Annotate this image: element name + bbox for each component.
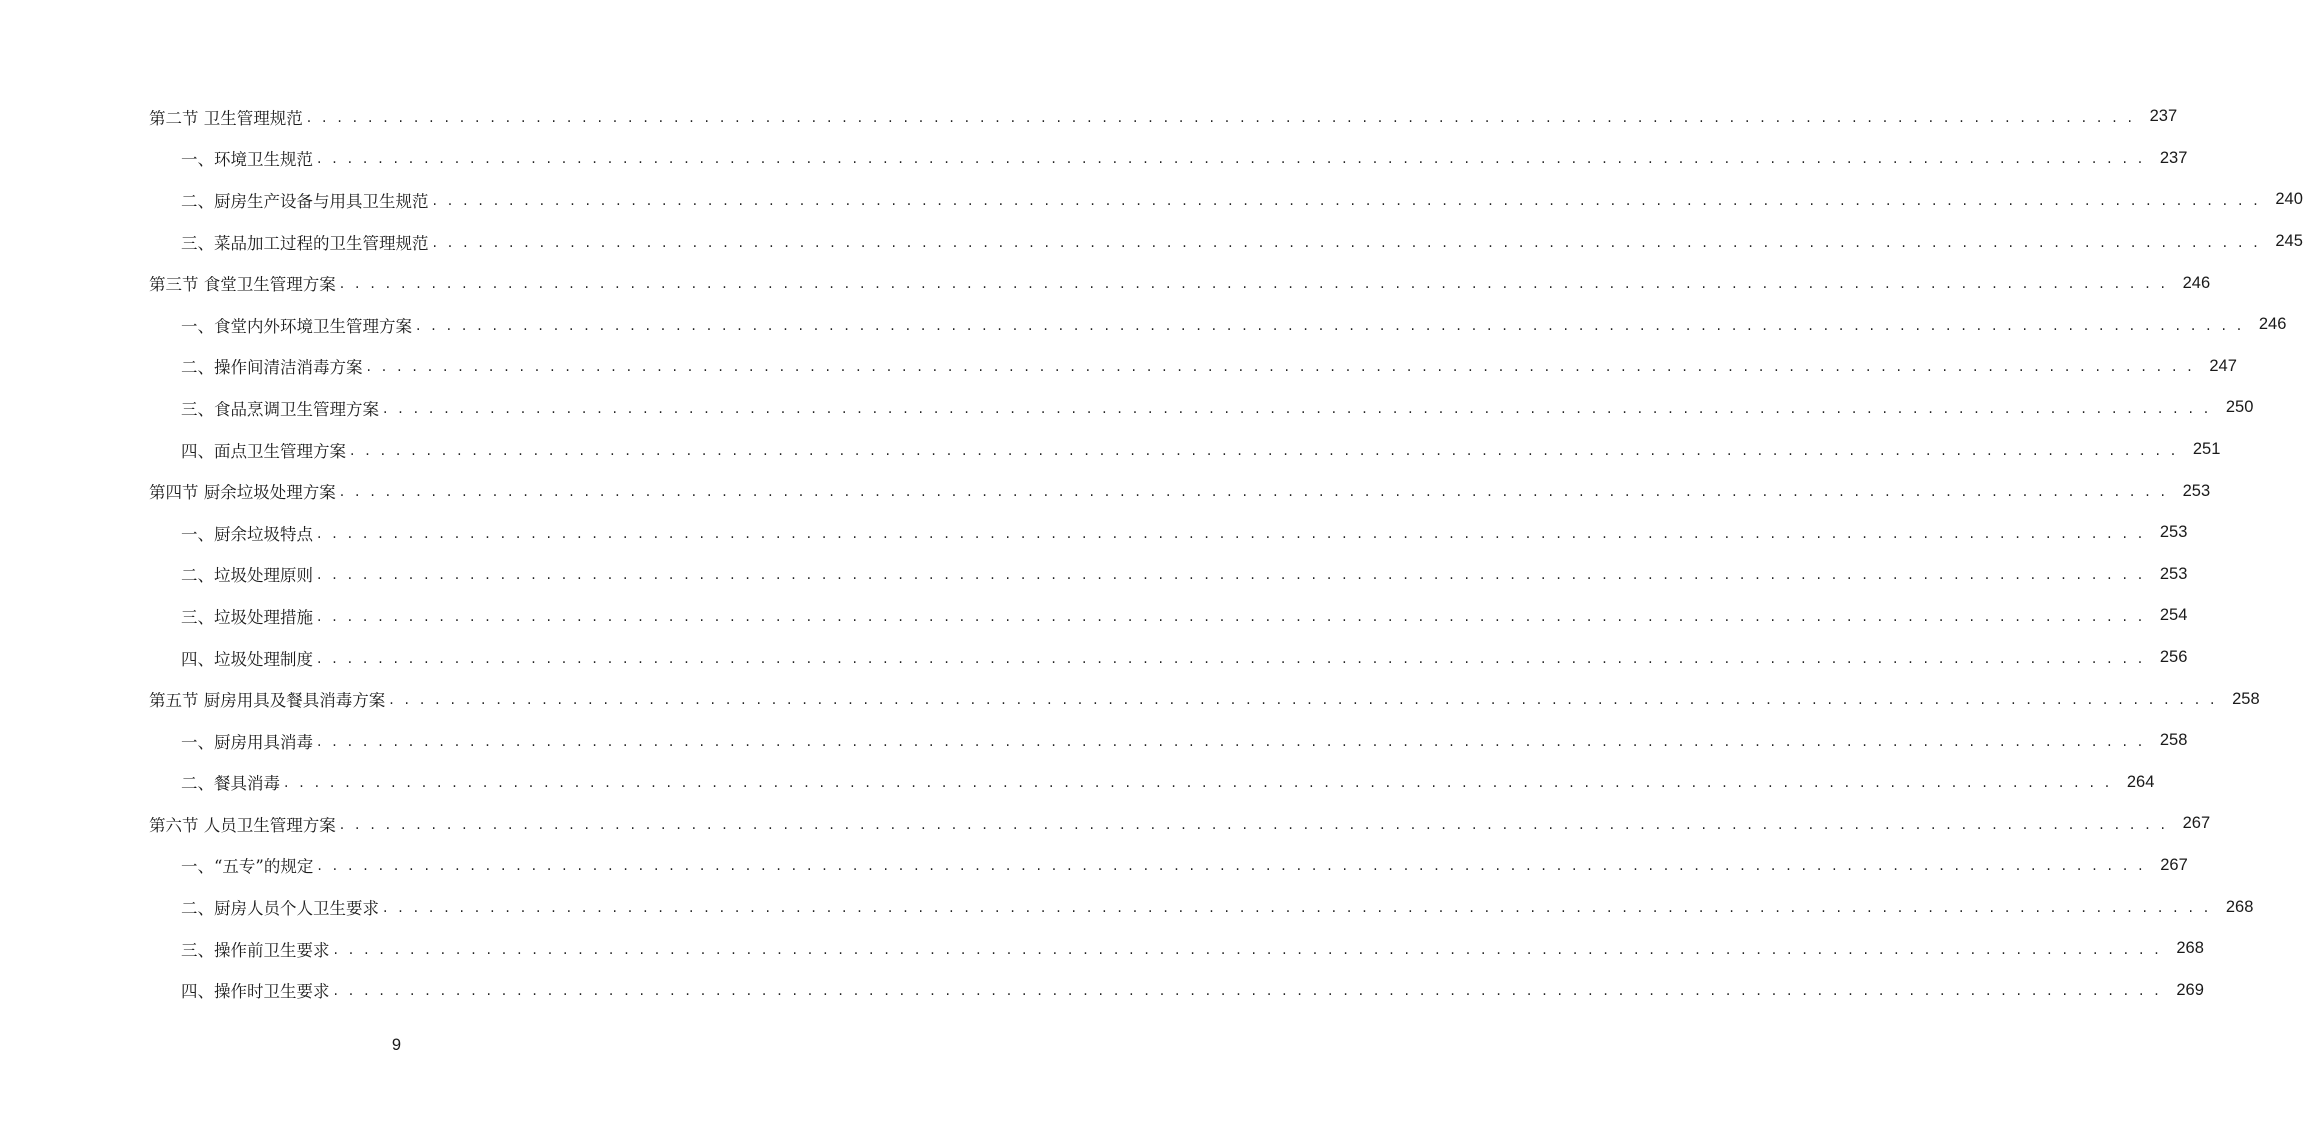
toc-entry-page-number: 247 xyxy=(2209,356,2237,375)
toc-entry-title: 三、垃圾处理措施 xyxy=(181,607,313,627)
toc-subsection-entry[interactable] xyxy=(0,928,2204,970)
toc-entry-title: 一、环境卫生规范 xyxy=(181,150,313,170)
dot-leader: . . . . . . . . . . . . . . . . . . . . . . . . . . . . . . . . . . . . . . . . . . . . . . . . . . . . . . . . . . . . . . . . . . . . . . . . . . . . . . . . . . . . . . . . . . . . . . . . . . . . . . . . . . . . . . . . . . . . . . . . xyxy=(389,692,2218,709)
toc-subsection-entry[interactable] xyxy=(0,346,2237,388)
dot-leader: . . . . . . . . . . . . . . . . . . . . . . . . . . . . . . . . . . . . . . . . . . . . . . . . . . . . . . . . . . . . . . . . . . . . . . . . . . . . . . . . . . . . . . . . . . . . . . . . . . . . . . . . . . . . . . . . . . . . . . . . xyxy=(317,650,2146,667)
toc-entry-title: 第二节 卫生管理规范 xyxy=(149,108,303,128)
toc-subsection-entry[interactable] xyxy=(0,221,2303,263)
toc-entry-title: 三、菜品加工过程的卫生管理规范 xyxy=(181,233,429,253)
toc-subsection-entry[interactable] xyxy=(0,429,2221,471)
toc-entry-page-number: 258 xyxy=(2159,731,2188,750)
toc-subsection-entry[interactable] xyxy=(0,179,2303,221)
toc-entry-title: 第四节 厨余垃圾处理方案 xyxy=(149,483,336,503)
toc-entry-page-number: 264 xyxy=(2126,772,2155,791)
toc-entry-page-number: 256 xyxy=(2159,648,2188,667)
dot-leader: . . . . . . . . . . . . . . . . . . . . . . . . . . . . . . . . . . . . . . . . . . . . . . . . . . . . . . . . . . . . . . . . . . . . . . . . . . . . . . . . . . . . . . . . . . . . . . . . . . . . . . . . . . . . . . . . . . . . . . . . xyxy=(317,858,2146,875)
toc-entry-title: 二、厨房生产设备与用具卫生规范 xyxy=(181,191,429,211)
toc-subsection-entry[interactable] xyxy=(0,387,2254,429)
toc-entry-page-number: 250 xyxy=(2225,398,2254,417)
toc-subsection-entry[interactable] xyxy=(0,138,2188,180)
toc-subsection-entry[interactable] xyxy=(0,886,2254,928)
dot-leader: . . . . . . . . . . . . . . . . . . . . . . . . . . . . . . . . . . . . . . . . . . . . . . . . . . . . . . . . . . . . . . . . . . . . . . . . . . . . . . . . . . . . . . . . . . . . . . . . . . . . . . . . . . . . . . . . . . . . . . . . xyxy=(432,192,2261,209)
dot-leader: . . . . . . . . . . . . . . . . . . . . . . . . . . . . . . . . . . . . . . . . . . . . . . . . . . . . . . . . . . . . . . . . . . . . . . . . . . . . . . . . . . . . . . . . . . . . . . . . . . . . . . . . . . . . . . . . . . . . . . . . xyxy=(317,525,2146,542)
toc-entry-page-number: 245 xyxy=(2275,232,2303,251)
toc-entry-title: 第五节 厨房用具及餐具消毒方案 xyxy=(149,691,386,711)
dot-leader: . . . . . . . . . . . . . . . . . . . . . . . . . . . . . . . . . . . . . . . . . . . . . . . . . . . . . . . . . . . . . . . . . . . . . . . . . . . . . . . . . . . . . . . . . . . . . . . . . . . . . . . . . . . . . . . . . . . . . . . . xyxy=(333,941,2162,958)
toc-entry-title: 四、垃圾处理制度 xyxy=(181,649,313,669)
toc-entry-title: 二、餐具消毒 xyxy=(181,774,280,794)
dot-leader: . . . . . . . . . . . . . . . . . . . . . . . . . . . . . . . . . . . . . . . . . . . . . . . . . . . . . . . . . . . . . . . . . . . . . . . . . . . . . . . . . . . . . . . . . . . . . . . . . . . . . . . . . . . . . . . . . . . . . . . . xyxy=(284,775,2113,792)
toc-entry-page-number: 267 xyxy=(2160,855,2188,874)
dot-leader: . . . . . . . . . . . . . . . . . . . . . . . . . . . . . . . . . . . . . . . . . . . . . . . . . . . . . . . . . . . . . . . . . . . . . . . . . . . . . . . . . . . . . . . . . . . . . . . . . . . . . . . . . . . . . . . . . . . . . . . . xyxy=(317,151,2146,168)
toc-entry-title: 三、操作前卫生要求 xyxy=(181,940,330,960)
toc-entry-page-number: 268 xyxy=(2225,897,2254,916)
toc-entry-title: 一、厨余垃圾特点 xyxy=(181,524,313,544)
toc-entry-title: 第三节 食堂卫生管理方案 xyxy=(149,275,336,295)
dot-leader: . . . . . . . . . . . . . . . . . . . . . . . . . . . . . . . . . . . . . . . . . . . . . . . . . . . . . . . . . . . . . . . . . . . . . . . . . . . . . . . . . . . . . . . . . . . . . . . . . . . . . . . . . . . . . . . . . . . . . . . . xyxy=(317,608,2146,625)
dot-leader: . . . . . . . . . . . . . . . . . . . . . . . . . . . . . . . . . . . . . . . . . . . . . . . . . . . . . . . . . . . . . . . . . . . . . . . . . . . . . . . . . . . . . . . . . . . . . . . . . . . . . . . . . . . . . . . . . . . . . . . . xyxy=(366,359,2195,376)
toc-entry-page-number: 258 xyxy=(2232,689,2260,708)
toc-entry-page-number: 246 xyxy=(2258,315,2287,334)
toc-entry-page-number: 268 xyxy=(2176,939,2204,958)
toc-subsection-entry[interactable] xyxy=(0,720,2188,762)
toc-subsection-entry[interactable] xyxy=(0,554,2188,596)
dot-leader: . . . . . . . . . . . . . . . . . . . . . . . . . . . . . . . . . . . . . . . . . . . . . . . . . . . . . . . . . . . . . . . . . . . . . . . . . . . . . . . . . . . . . . . . . . . . . . . . . . . . . . . . . . . . . . . . . . . . . . . . xyxy=(383,900,2212,917)
toc-entry-title: 一、厨房用具消毒 xyxy=(181,732,313,752)
dot-leader: . . . . . . . . . . . . . . . . . . . . . . . . . . . . . . . . . . . . . . . . . . . . . . . . . . . . . . . . . . . . . . . . . . . . . . . . . . . . . . . . . . . . . . . . . . . . . . . . . . . . . . . . . . . . . . . . . . . . . . . . xyxy=(416,317,2245,334)
toc-entry-title: 二、厨房人员个人卫生要求 xyxy=(181,899,379,919)
toc-section-entry[interactable] xyxy=(0,470,2211,512)
toc-entry-page-number: 253 xyxy=(2159,564,2188,583)
toc-subsection-entry[interactable] xyxy=(0,304,2287,346)
toc-section-entry[interactable] xyxy=(0,96,2178,138)
toc-entry-title: 二、垃圾处理原则 xyxy=(181,566,313,586)
dot-leader: . . . . . . . . . . . . . . . . . . . . . . . . . . . . . . . . . . . . . . . . . . . . . . . . . . . . . . . . . . . . . . . . . . . . . . . . . . . . . . . . . . . . . . . . . . . . . . . . . . . . . . . . . . . . . . . . . . . . . . . . xyxy=(333,983,2162,1000)
toc-subsection-entry[interactable] xyxy=(0,762,2155,804)
toc-subsection-entry[interactable] xyxy=(0,845,2188,887)
dot-leader: . . . . . . . . . . . . . . . . . . . . . . . . . . . . . . . . . . . . . . . . . . . . . . . . . . . . . . . . . . . . . . . . . . . . . . . . . . . . . . . . . . . . . . . . . . . . . . . . . . . . . . . . . . . . . . . . . . . . . . . . xyxy=(306,109,2136,126)
toc-subsection-entry[interactable] xyxy=(0,512,2188,554)
toc-entry-page-number: 254 xyxy=(2159,606,2188,625)
dot-leader: . . . . . . . . . . . . . . . . . . . . . . . . . . . . . . . . . . . . . . . . . . . . . . . . . . . . . . . . . . . . . . . . . . . . . . . . . . . . . . . . . . . . . . . . . . . . . . . . . . . . . . . . . . . . . . . . . . . . . . . . xyxy=(350,442,2179,459)
toc-entry-page-number: 237 xyxy=(2159,148,2188,167)
dot-leader: . . . . . . . . . . . . . . . . . . . . . . . . . . . . . . . . . . . . . . . . . . . . . . . . . . . . . . . . . . . . . . . . . . . . . . . . . . . . . . . . . . . . . . . . . . . . . . . . . . . . . . . . . . . . . . . . . . . . . . . . xyxy=(317,733,2146,750)
dot-leader: . . . . . . . . . . . . . . . . . . . . . . . . . . . . . . . . . . . . . . . . . . . . . . . . . . . . . . . . . . . . . . . . . . . . . . . . . . . . . . . . . . . . . . . . . . . . . . . . . . . . . . . . . . . . . . . . . . . . . . . . xyxy=(432,234,2261,251)
table-of-contents xyxy=(0,96,2303,1011)
page-number: 9 xyxy=(391,1036,402,1054)
toc-entry-title: 四、操作时卫生要求 xyxy=(181,982,330,1002)
toc-subsection-entry[interactable] xyxy=(0,595,2188,637)
dot-leader: . . . . . . . . . . . . . . . . . . . . . . . . . . . . . . . . . . . . . . . . . . . . . . . . . . . . . . . . . . . . . . . . . . . . . . . . . . . . . . . . . . . . . . . . . . . . . . . . . . . . . . . . . . . . . . . . . . . . . . . . xyxy=(339,816,2169,833)
toc-entry-title: 一、“五专”的规定 xyxy=(181,857,314,877)
toc-subsection-entry[interactable] xyxy=(0,969,2204,1011)
toc-entry-page-number: 240 xyxy=(2275,190,2303,209)
dot-leader: . . . . . . . . . . . . . . . . . . . . . . . . . . . . . . . . . . . . . . . . . . . . . . . . . . . . . . . . . . . . . . . . . . . . . . . . . . . . . . . . . . . . . . . . . . . . . . . . . . . . . . . . . . . . . . . . . . . . . . . . xyxy=(383,400,2212,417)
toc-subsection-entry[interactable] xyxy=(0,637,2188,679)
toc-entry-page-number: 237 xyxy=(2149,107,2178,126)
dot-leader: . . . . . . . . . . . . . . . . . . . . . . . . . . . . . . . . . . . . . . . . . . . . . . . . . . . . . . . . . . . . . . . . . . . . . . . . . . . . . . . . . . . . . . . . . . . . . . . . . . . . . . . . . . . . . . . . . . . . . . . . xyxy=(339,484,2169,501)
toc-section-entry[interactable] xyxy=(0,262,2211,304)
toc-entry-page-number: 253 xyxy=(2182,481,2211,500)
toc-entry-page-number: 267 xyxy=(2182,814,2211,833)
toc-entry-title: 二、操作间清洁消毒方案 xyxy=(181,358,363,378)
toc-entry-title: 三、食品烹调卫生管理方案 xyxy=(181,399,379,419)
dot-leader: . . . . . . . . . . . . . . . . . . . . . . . . . . . . . . . . . . . . . . . . . . . . . . . . . . . . . . . . . . . . . . . . . . . . . . . . . . . . . . . . . . . . . . . . . . . . . . . . . . . . . . . . . . . . . . . . . . . . . . . . xyxy=(339,276,2169,293)
toc-entry-title: 一、食堂内外环境卫生管理方案 xyxy=(181,316,412,336)
toc-entry-page-number: 246 xyxy=(2182,273,2211,292)
toc-entry-title: 四、面点卫生管理方案 xyxy=(181,441,346,461)
toc-section-entry[interactable] xyxy=(0,803,2211,845)
toc-entry-page-number: 251 xyxy=(2192,440,2221,459)
dot-leader: . . . . . . . . . . . . . . . . . . . . . . . . . . . . . . . . . . . . . . . . . . . . . . . . . . . . . . . . . . . . . . . . . . . . . . . . . . . . . . . . . . . . . . . . . . . . . . . . . . . . . . . . . . . . . . . . . . . . . . . . xyxy=(317,567,2146,584)
toc-section-entry[interactable] xyxy=(0,678,2260,720)
toc-entry-page-number: 253 xyxy=(2159,523,2188,542)
toc-entry-title: 第六节 人员卫生管理方案 xyxy=(149,815,336,835)
toc-entry-page-number: 269 xyxy=(2176,980,2204,999)
